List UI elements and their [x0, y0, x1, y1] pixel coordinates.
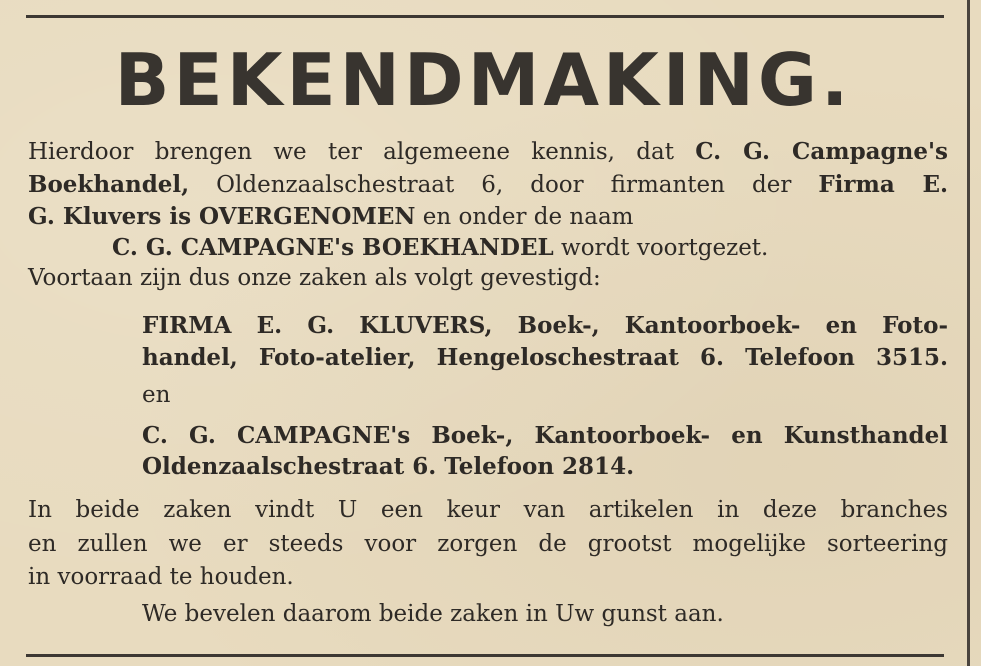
- headline: BEKENDMAKING.: [114, 38, 853, 122]
- closing-line-2: en zullen we er steeds voor zorgen de grootst mogelijke sorteering: [28, 531, 948, 557]
- closing-line-1: In beide zaken vindt U een keur van artikelen in deze branches: [28, 497, 948, 523]
- intro-text: Oldenzaalschestraat 6, door firmanten der: [189, 172, 819, 198]
- address-campagne-text: C. G. CAMPAGNE's Boek-, Kantoorboek- en Kunsthandel: [142, 422, 948, 449]
- column-border: [967, 0, 970, 666]
- intro-text: Hierdoor brengen we ter algemeene kennis, dat: [28, 139, 696, 165]
- intro-bold-takeover: G. Kluvers is OVERGENOMEN: [28, 203, 416, 230]
- top-rule: [26, 15, 944, 18]
- address-campagne-text: Oldenzaalschestraat 6. Telefoon 2814.: [142, 453, 635, 480]
- intro-bold-newname: C. G. CAMPAGNE's BOEKHANDEL: [112, 234, 554, 261]
- conjunction-en: en: [142, 382, 171, 408]
- intro-text: en onder de naam: [415, 204, 634, 230]
- intro-line-4: [112, 233, 918, 263]
- closing-line-3: in voorraad te houden.: [28, 564, 294, 590]
- address-campagne-line-2: [142, 452, 948, 482]
- intro-bold-name: C. G. Campagne's: [695, 138, 948, 165]
- intro-line-5: Voortaan zijn dus onze zaken als volgt gevestigd:: [28, 265, 601, 291]
- address-kluvers-line-1: [142, 311, 948, 341]
- intro-bold-firm: Firma E.: [818, 171, 948, 198]
- intro-text: wordt voortgezet.: [553, 235, 769, 261]
- intro-line-2: [28, 170, 948, 200]
- bottom-rule: [26, 654, 944, 657]
- address-kluvers-text: FIRMA E. G. KLUVERS, Boek-, Kantoorboek- en Foto-: [142, 312, 948, 339]
- intro-line-3: [28, 202, 948, 232]
- address-campagne-line-1: [142, 421, 948, 451]
- address-kluvers-text: handel, Foto-atelier, Hengeloschestraat 6. Telefoon 3515.: [142, 344, 948, 371]
- intro-line-1: [28, 137, 948, 167]
- intro-bold-shop: Boekhandel,: [28, 171, 190, 198]
- signoff: We bevelen daarom beide zaken in Uw gunst aan.: [142, 601, 724, 627]
- address-kluvers-line-2: [142, 343, 948, 373]
